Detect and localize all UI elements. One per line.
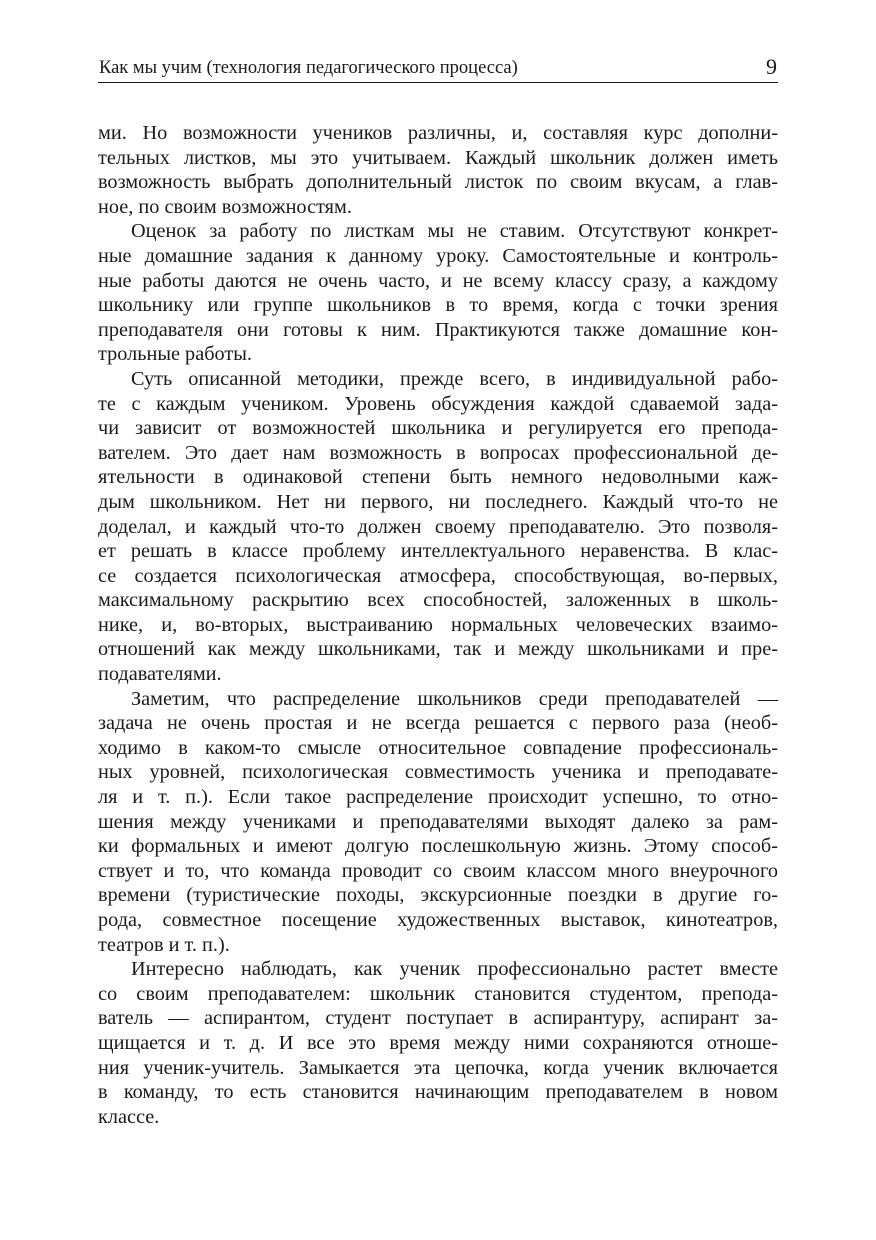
text-line: чи зависит от возможностей школьника и регулируется его препода- — [98, 417, 778, 440]
running-title: Как мы учим (технология педагогического процесса) — [99, 58, 518, 78]
body-text — [98, 121, 778, 1129]
text-line: Суть описанной методики, прежде всего, в индивидуальной рабо- — [131, 367, 778, 390]
page-number: 9 — [766, 54, 777, 79]
text-line: Оценок за работу по листкам мы не ставим. Отсутствуют конкрет- — [131, 220, 778, 243]
text-line: Интересно наблюдать, как ученик профессионально растет вместе — [131, 958, 778, 981]
text-line: задача не очень простая и не всегда решается с первого раза (необ- — [98, 712, 778, 735]
text-line: нике, и, во-вторых, выстраиванию нормальных человеческих взаимо- — [98, 613, 778, 636]
running-header — [98, 56, 778, 83]
text-line: ватель — аспирантом, студент поступает в аспирантуру, аспирант за- — [98, 1007, 778, 1030]
text-line: ми. Но возможности учеников различны, и, составляя курс дополни- — [98, 122, 778, 144]
text-line: ки формальных и имеют долгую послешкольную жизнь. Этому способ- — [98, 835, 778, 858]
text-line: в команду, то есть становится начинающим преподавателем в новом — [98, 1081, 778, 1104]
text-line: се создается психологическая атмосфера, способствующая, во-первых, — [98, 564, 778, 587]
text-line: ных уровней, психологическая совместимость ученика и преподавате- — [98, 761, 778, 784]
text-line: дым школьником. Нет ни первого, ни последнего. Каждый что-то не — [98, 490, 778, 513]
text-line: театров и т. п.). — [98, 933, 230, 956]
text-line: тельных листков, мы это учитываем. Каждый школьник должен иметь — [98, 146, 778, 169]
text-line: времени (туристические походы, экскурсионные поездки в другие го- — [98, 884, 778, 907]
text-line: ствует и то, что команда проводит со своим классом много внеурочного — [98, 859, 778, 882]
text-line: ятельности в одинаковой степени быть немного недоволными каж- — [98, 466, 778, 489]
text-line: ходимо в каком-то смысле относительное совпадение профессиональ- — [98, 736, 778, 759]
text-line: подавателями. — [98, 663, 222, 686]
text-line: те с каждым учеником. Уровень обсуждения каждой сдаваемой зада- — [98, 392, 778, 415]
text-line: доделал, и каждый что-то должен своему преподавателю. Это позволя- — [98, 515, 778, 538]
text-line: со своим преподавателем: школьник становится студентом, препода- — [98, 982, 778, 1005]
text-line: ля и т. п.). Если такое распределение происходит успешно, то отно- — [98, 786, 778, 809]
text-line: рода, совместное посещение художественных выставок, кинотеатров, — [98, 909, 778, 931]
text-line: вателем. Это дает нам возможность в вопросах профессиональной де- — [98, 441, 778, 464]
text-line: щищается и т. д. И все это время между ними сохраняются отноше- — [98, 1031, 778, 1054]
text-line: ное, по своим возможностям. — [98, 195, 352, 218]
text-line: преподавателя они готовы к ним. Практикуются также домашние кон- — [98, 318, 778, 341]
text-line: ные домашние задания к данному уроку. Самостоятельные и контроль- — [98, 244, 778, 267]
text-line: ет решать в классе проблему интеллектуального неравенства. В клас- — [98, 540, 778, 563]
text-line: шения между учениками и преподавателями выходят далеко за рам- — [98, 810, 778, 833]
text-line: Заметим, что распределение школьников среди преподавателей — — [131, 687, 778, 710]
text-line: максимальному раскрытию всех способностей, заложенных в школь- — [98, 589, 778, 612]
text-line: ные работы даются не очень часто, и не всему классу сразу, а каждому — [98, 269, 778, 292]
text-line: отношений как между школьниками, так и между школьниками и пре- — [98, 638, 778, 661]
text-line: возможность выбрать дополнительный листок по своим вкусам, а глав- — [98, 171, 778, 194]
text-line: классе. — [98, 1105, 160, 1128]
text-line: трольные работы. — [98, 343, 252, 366]
text-line: ния ученик-учитель. Замыкается эта цепочка, когда ученик включается — [98, 1056, 778, 1079]
text-line: школьнику или группе школьников в то время, когда с точки зрения — [98, 294, 778, 317]
